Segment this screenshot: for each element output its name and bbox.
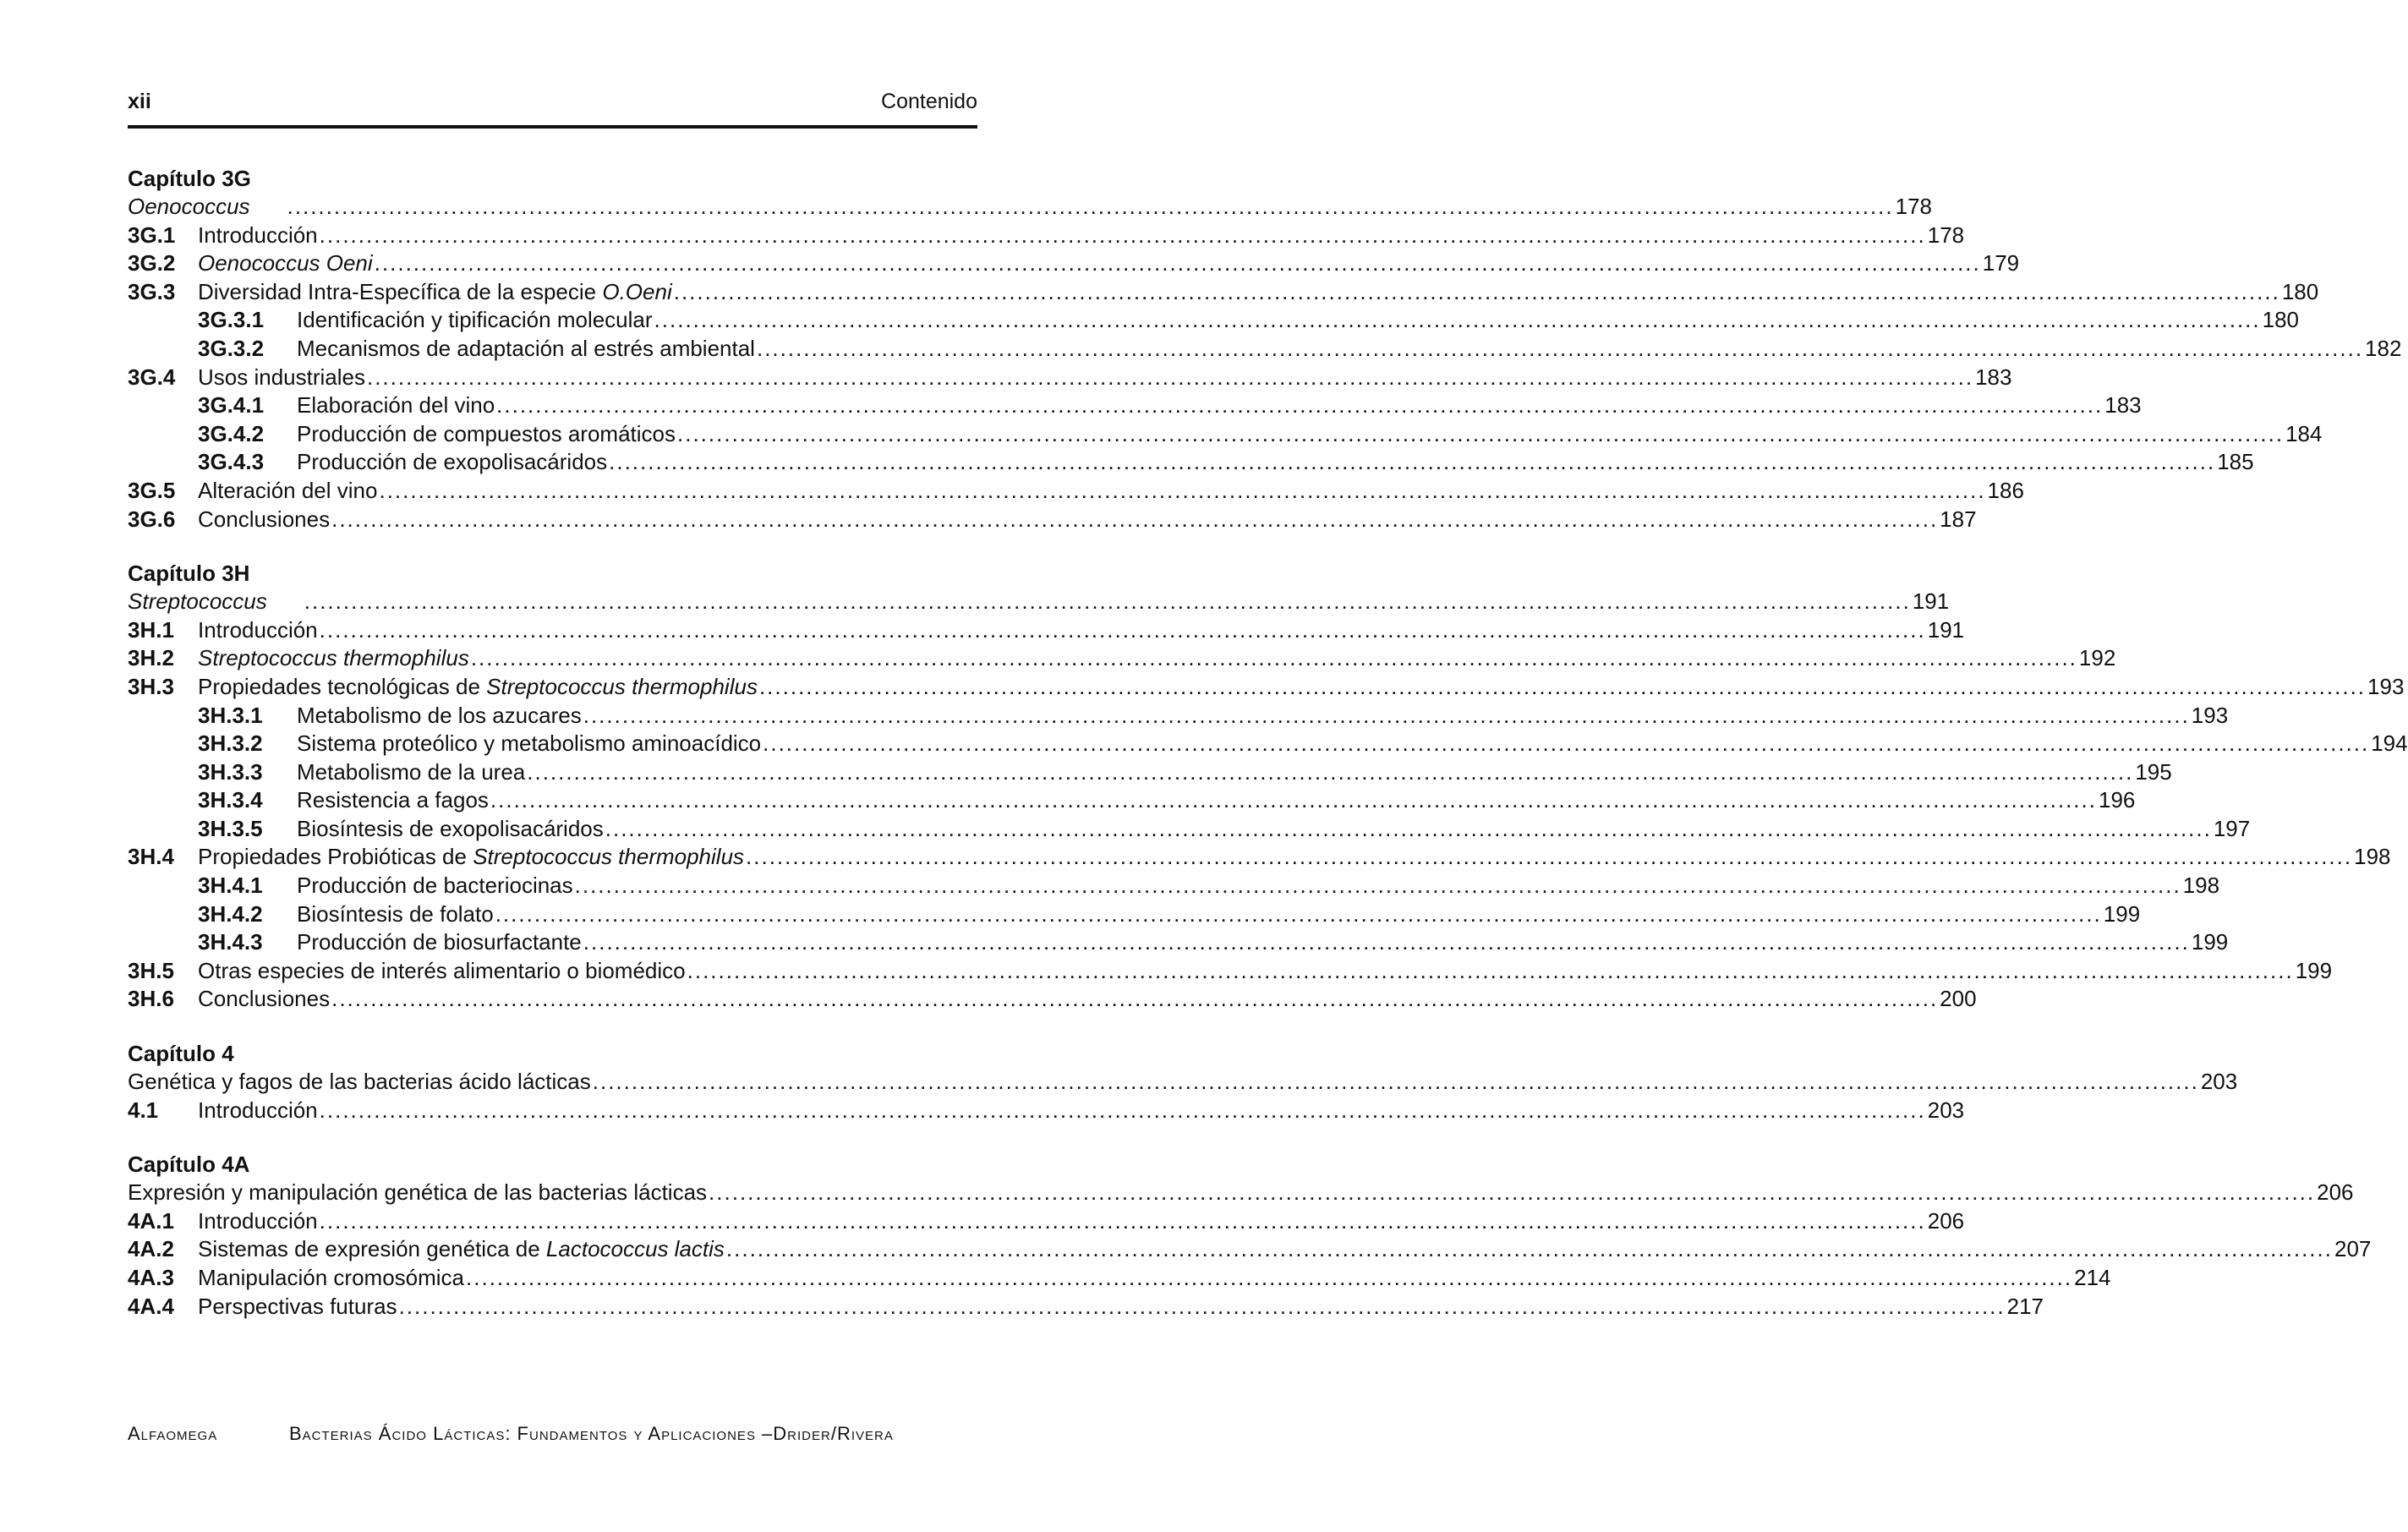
section-number: 4A.1 <box>128 1207 174 1234</box>
entry-title-text: Perspectivas futuras <box>198 1293 397 1319</box>
entry-title-text: Sistema proteólico y metabolismo aminoacídico <box>297 730 762 757</box>
entry-title-text: Resistencia a fagos <box>297 787 489 813</box>
section-number: 3H.3.5 <box>198 815 263 841</box>
dot-leader <box>605 815 2212 844</box>
section-number: 3G.1 <box>128 222 176 248</box>
toc-entry[interactable] <box>128 900 2141 929</box>
chapter-block <box>128 1150 2372 1321</box>
dot-leader <box>304 588 1911 616</box>
dot-leader <box>399 1293 2006 1321</box>
entry-title-italic: Streptococcus thermophilus <box>473 844 745 870</box>
entry-title <box>297 900 494 929</box>
section-title: Contenido <box>881 90 977 113</box>
toc-entry[interactable] <box>128 306 2300 335</box>
section-number: 3G.2 <box>128 250 176 276</box>
page-reference: 179 <box>1982 250 2020 276</box>
toc-entry[interactable] <box>128 1097 1965 1125</box>
publisher-name: Alfaomega <box>128 1423 218 1444</box>
toc-entry[interactable] <box>128 616 1965 645</box>
entry-title <box>297 448 607 477</box>
toc-entry[interactable] <box>128 222 1965 250</box>
page-number: xii <box>128 90 151 113</box>
entry-title <box>198 249 373 278</box>
section-number: 3G.4 <box>128 364 176 390</box>
chapter-label: Capítulo 3G <box>128 166 251 191</box>
page-reference: 178 <box>1927 222 1965 248</box>
page-reference: 180 <box>2281 278 2319 304</box>
toc-entry[interactable] <box>128 702 2229 730</box>
entry-title <box>198 673 758 702</box>
dot-leader <box>331 506 1938 534</box>
dot-leader <box>677 420 2284 449</box>
page-reference: 187 <box>1940 506 1977 532</box>
section-number: 4A.4 <box>128 1293 174 1319</box>
dot-leader <box>466 1264 2072 1293</box>
page-reference: 203 <box>2200 1069 2238 1095</box>
page-reference: 214 <box>2074 1265 2111 1290</box>
entry-title-text: Introducción <box>198 1097 318 1123</box>
chapter-label: Capítulo 3H <box>128 561 250 587</box>
toc-entry[interactable] <box>128 786 2136 815</box>
entry-title <box>297 702 582 730</box>
dot-leader <box>583 702 2190 730</box>
toc-chapter-title[interactable] <box>128 193 1932 222</box>
section-number: 3H.3.1 <box>198 702 263 728</box>
entry-title-text: Propiedades Probióticas de <box>198 844 473 870</box>
chapter-block <box>128 1039 2238 1124</box>
toc-entry[interactable] <box>128 278 2319 307</box>
page-reference: 178 <box>1895 194 1932 219</box>
entry-title <box>297 815 604 844</box>
entry-title <box>128 588 267 616</box>
page-reference: 199 <box>2191 929 2229 955</box>
entry-title <box>297 928 582 957</box>
page-reference: 200 <box>1940 986 1977 1012</box>
entry-title <box>198 644 469 673</box>
section-number: 3G.5 <box>128 477 176 503</box>
entry-title-text: Metabolismo de la urea <box>297 758 526 785</box>
entry-title <box>198 1264 464 1293</box>
entry-title <box>128 193 250 222</box>
entry-title <box>297 730 761 758</box>
page-reference: 182 <box>2365 335 2402 361</box>
entry-title <box>297 335 755 364</box>
section-number: 3H.4.3 <box>198 929 263 955</box>
section-number: 3H.3.4 <box>198 787 263 813</box>
dot-leader <box>331 985 1938 1014</box>
dot-leader <box>757 335 2363 364</box>
section-number: 3G.3.1 <box>198 307 265 333</box>
section-number: 3H.4 <box>128 844 174 870</box>
toc-entry[interactable] <box>128 335 2402 364</box>
page-reference: 195 <box>2135 758 2172 785</box>
toc-entry[interactable] <box>128 249 2020 278</box>
toc-entry[interactable] <box>128 391 2142 420</box>
header-rule <box>128 125 977 129</box>
toc-entry[interactable] <box>128 477 2024 506</box>
toc-entry[interactable] <box>128 1293 2044 1321</box>
page-reference: 199 <box>2103 900 2141 927</box>
entry-title <box>198 506 330 534</box>
entry-title <box>198 1207 318 1236</box>
dot-leader <box>490 786 2097 815</box>
entry-title <box>198 278 672 307</box>
entry-title <box>198 985 330 1014</box>
page-reference: 191 <box>1927 616 1965 643</box>
dot-leader <box>746 843 2352 872</box>
page-reference: 199 <box>2295 957 2333 983</box>
section-number: 3H.4.2 <box>198 900 263 927</box>
section-number: 3G.6 <box>128 506 176 532</box>
entry-title <box>297 758 525 787</box>
page-reference: 186 <box>1987 477 2024 503</box>
entry-title-text: Usos industriales <box>198 364 365 390</box>
entry-title-italic: Lactococcus lactis <box>545 1236 725 1262</box>
dot-leader <box>593 1068 2199 1097</box>
dot-leader <box>726 1235 2333 1264</box>
section-number: 3H.3 <box>128 673 174 699</box>
entry-title-text: Diversidad Intra-Específica de la especie <box>198 278 603 304</box>
entry-title-text: Otras especies de interés alimentario o biomédico <box>198 957 686 983</box>
page-reference: 197 <box>2213 815 2251 841</box>
entry-title-text: Introducción <box>198 616 318 643</box>
dot-leader <box>287 193 1894 222</box>
page-reference: 193 <box>2191 702 2229 728</box>
page-reference: 191 <box>1912 588 1950 615</box>
toc-entry[interactable] <box>128 1235 2372 1264</box>
entry-title <box>198 222 318 250</box>
section-number: 3H.5 <box>128 957 174 983</box>
page-reference: 183 <box>2104 392 2142 419</box>
running-footer <box>128 1423 977 1448</box>
entry-title-text: Sistemas de expresión genética de <box>198 1236 546 1262</box>
toc-entry[interactable] <box>128 448 2254 477</box>
dot-leader <box>471 644 2077 673</box>
entry-title <box>297 786 489 815</box>
page-reference: 198 <box>2354 844 2391 870</box>
entry-title-text: Biosíntesis de folato <box>297 900 494 927</box>
entry-title-text: Mecanismos de adaptación al estrés ambiental <box>297 335 755 361</box>
section-number: 3H.1 <box>128 616 174 643</box>
entry-title-italic: Streptococcus thermophilus <box>486 673 758 699</box>
section-number: 3G.4.2 <box>198 420 265 446</box>
entry-title-text: Alteración del vino <box>198 477 378 503</box>
toc-entry[interactable] <box>128 815 2251 844</box>
entry-title-text: Producción de bacteriocinas <box>297 873 573 899</box>
toc-entry[interactable] <box>128 957 2333 986</box>
toc-entry[interactable] <box>128 1207 1965 1236</box>
entry-title-italic: Oenococcus <box>128 194 250 219</box>
dot-leader <box>709 1179 2315 1207</box>
toc-entry[interactable] <box>128 928 2229 957</box>
page-reference: 185 <box>2217 449 2254 475</box>
page-reference: 198 <box>2182 873 2220 899</box>
toc-entry[interactable] <box>128 872 2220 900</box>
dot-leader <box>367 364 1973 392</box>
entry-title-text: Producción de compuestos aromáticos <box>297 420 676 446</box>
running-header <box>128 88 977 120</box>
entry-title-text: Conclusiones <box>198 986 331 1012</box>
dot-leader <box>674 278 2280 307</box>
chapter-label: Capítulo 4 <box>128 1041 234 1067</box>
toc-entry[interactable] <box>128 985 1977 1014</box>
section-number: 4.1 <box>128 1097 159 1123</box>
toc-entry[interactable] <box>128 364 2012 392</box>
dot-leader <box>575 872 2181 900</box>
chapter-label: Capítulo 4A <box>128 1152 250 1178</box>
section-number: 3H.2 <box>128 645 174 671</box>
entry-title-text: Expresión y manipulación genética de las bacterias lácticas <box>128 1179 708 1206</box>
dot-leader <box>496 391 2103 420</box>
entry-title <box>297 306 653 335</box>
page-reference: 192 <box>2078 645 2116 671</box>
section-number: 3G.3 <box>128 278 176 304</box>
entry-title <box>128 1068 591 1097</box>
entry-title-text: Genética y fagos de las bacterias ácido lácticas <box>128 1069 591 1095</box>
entry-title <box>297 420 676 449</box>
toc-entry[interactable] <box>128 506 1977 534</box>
entry-title-text: Elaboración del vino <box>297 392 495 419</box>
entry-title-italic: O.Oeni <box>602 278 672 304</box>
chapter-block <box>128 559 2408 1014</box>
entry-title-text: Metabolismo de los azucares <box>297 702 582 728</box>
dot-leader <box>320 1097 1926 1125</box>
toc-entry[interactable] <box>128 1264 2111 1293</box>
toc-entry[interactable] <box>128 420 2323 449</box>
section-number: 3H.3.2 <box>198 730 263 757</box>
dot-leader <box>320 1207 1926 1236</box>
entry-title <box>198 477 377 506</box>
dot-leader <box>609 448 2215 477</box>
section-number: 3H.6 <box>128 986 174 1012</box>
section-number: 4A.3 <box>128 1265 174 1290</box>
entry-title-text: Conclusiones <box>198 506 331 532</box>
page-reference: 203 <box>1927 1097 1965 1123</box>
page-reference: 206 <box>2317 1179 2354 1206</box>
entry-title <box>198 616 318 645</box>
entry-title <box>198 364 365 392</box>
page-reference: 193 <box>2367 673 2405 699</box>
page-reference: 207 <box>2334 1236 2372 1262</box>
page-reference: 184 <box>2285 420 2323 446</box>
entry-title <box>198 843 744 872</box>
toc-entry[interactable] <box>128 644 2116 673</box>
toc-entry[interactable] <box>128 758 2172 787</box>
dot-leader <box>759 673 2366 702</box>
entry-title-text: Identificación y tipificación molecular <box>297 307 653 333</box>
page-reference: 206 <box>1927 1207 1965 1234</box>
section-number: 3H.4.1 <box>198 873 263 899</box>
entry-title <box>198 957 686 986</box>
entry-title-text: Manipulación cromosómica <box>198 1265 465 1290</box>
entry-title <box>128 1179 707 1207</box>
entry-title-text: Biosíntesis de exopolisacáridos <box>297 815 604 841</box>
section-number: 4A.2 <box>128 1236 174 1262</box>
chapter-block <box>128 164 2402 533</box>
book-title: Bacterias Ácido Lácticas: Fundamentos y Aplicaciones –Drider/Rivera <box>289 1423 894 1444</box>
toc-entry[interactable] <box>128 673 2405 702</box>
dot-leader <box>654 306 2261 335</box>
dot-leader <box>320 222 1926 250</box>
entry-title-text: Propiedades tecnológicas de <box>198 673 487 699</box>
dot-leader <box>527 758 2133 787</box>
section-number: 3G.4.3 <box>198 449 265 475</box>
table-of-contents <box>128 164 2408 1346</box>
entry-title-text: Introducción <box>198 1207 318 1234</box>
toc-chapter-title[interactable] <box>128 588 1950 616</box>
toc-chapter-title[interactable] <box>128 1068 2238 1097</box>
dot-leader <box>320 616 1926 645</box>
page-reference: 196 <box>2098 787 2136 813</box>
entry-title <box>297 391 495 420</box>
entry-title <box>198 1097 318 1125</box>
toc-chapter-title[interactable] <box>128 1179 2354 1207</box>
entry-title-italic: Streptococcus <box>128 588 267 615</box>
entry-title-text: Producción de exopolisacáridos <box>297 449 608 475</box>
page-reference: 180 <box>2262 307 2300 333</box>
dot-leader <box>583 928 2190 957</box>
page-reference: 194 <box>2371 730 2408 757</box>
dot-leader <box>375 249 1981 278</box>
toc-entry[interactable] <box>128 843 2391 872</box>
section-number: 3G.3.2 <box>198 335 265 361</box>
dot-leader <box>687 957 2294 986</box>
entry-title-italic: Oenococcus Oeni <box>198 250 373 276</box>
entry-title-text: Producción de biosurfactante <box>297 929 582 955</box>
page-reference: 217 <box>2006 1293 2044 1319</box>
entry-title <box>297 872 573 900</box>
dot-leader <box>379 477 1985 506</box>
entry-title-text: Introducción <box>198 222 318 248</box>
entry-title-italic: Streptococcus thermophilus <box>198 645 469 671</box>
entry-title <box>198 1293 397 1321</box>
section-number: 3G.4.1 <box>198 392 265 419</box>
entry-title <box>198 1235 725 1264</box>
dot-leader <box>495 900 2102 929</box>
section-number: 3H.3.3 <box>198 758 263 785</box>
dot-leader <box>763 730 2369 758</box>
page-reference: 183 <box>1975 364 2012 390</box>
toc-entry[interactable] <box>128 730 2408 758</box>
